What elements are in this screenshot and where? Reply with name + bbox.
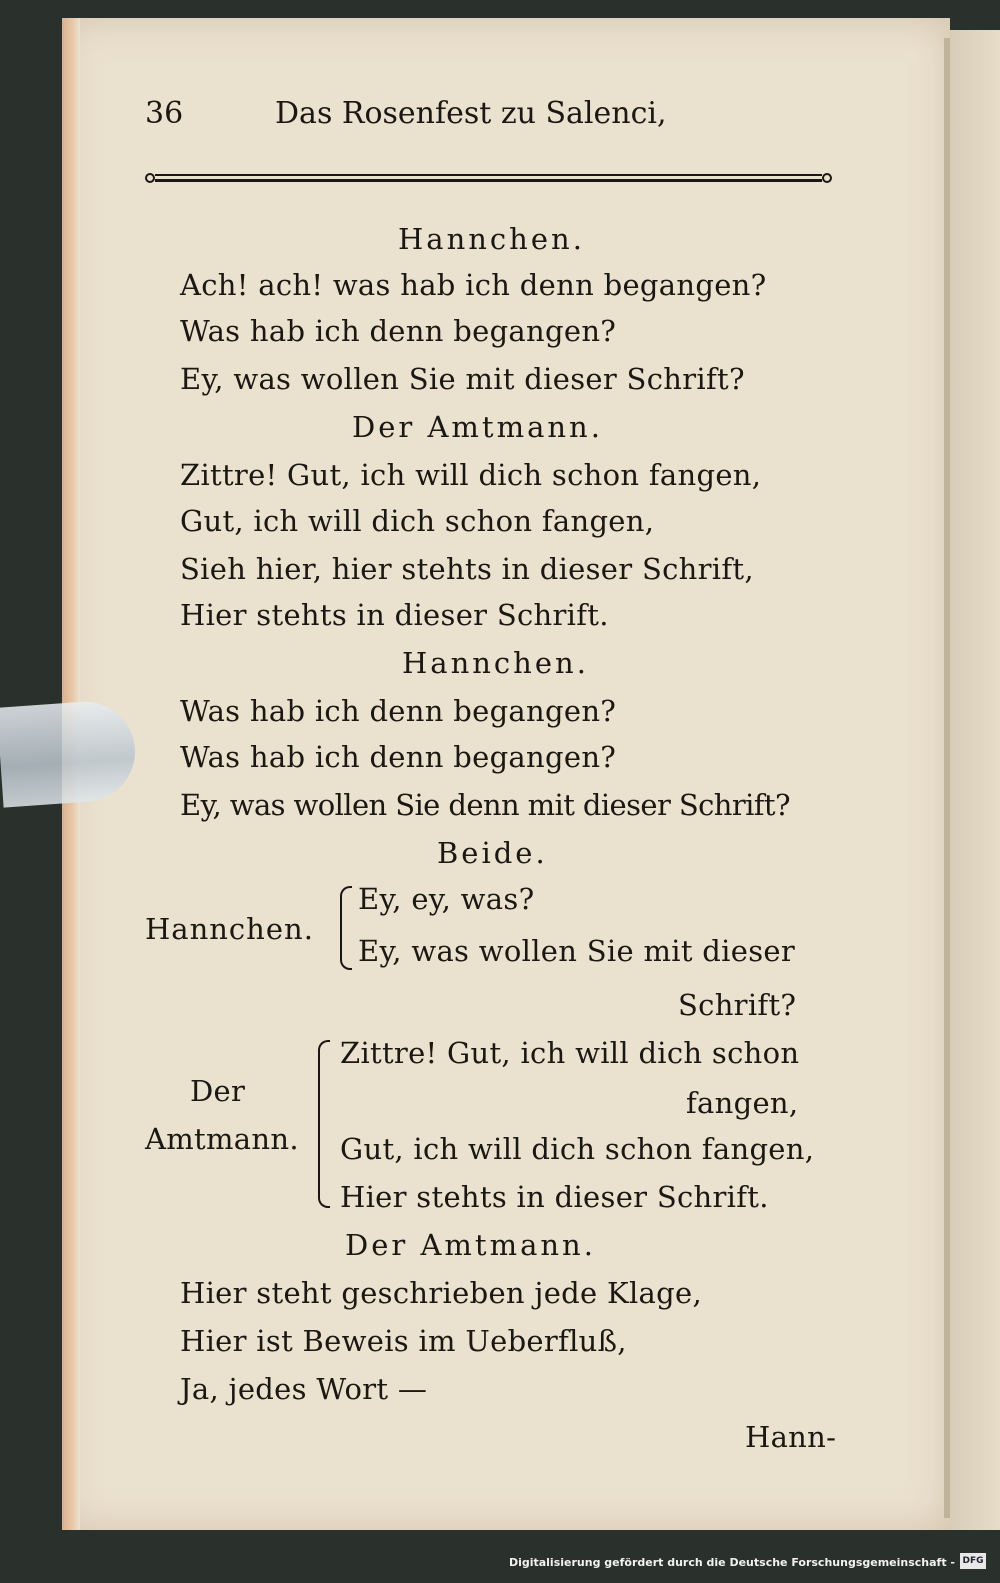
- catchword: Hann-: [745, 1420, 837, 1454]
- next-page-strip: [950, 30, 1000, 1530]
- brace: [340, 886, 352, 970]
- digitization-credit: Digitalisierung gefördert durch die Deutsche Forschungsgemeinschaft -: [508, 1556, 955, 1569]
- brace: [318, 1040, 330, 1208]
- speaker-heading: Hannchen.: [398, 222, 585, 256]
- verse-line: Ey, was wollen Sie mit dieser: [358, 934, 796, 968]
- duet-speaker-amtmann: Amtmann.: [145, 1122, 299, 1156]
- header-rule: [145, 172, 832, 184]
- duet-speaker-hannchen: Hannchen.: [145, 912, 314, 946]
- page-number: 36: [145, 96, 184, 131]
- speaker-heading: Der Amtmann.: [345, 1228, 596, 1262]
- verse-line: Was hab ich denn begangen?: [180, 694, 617, 728]
- verse-line: Ey, was wollen Sie mit dieser Schrift?: [180, 362, 745, 396]
- verse-line: Zittre! Gut, ich will dich schon fangen,: [180, 458, 762, 492]
- speaker-heading: Der Amtmann.: [352, 410, 603, 444]
- verse-line: Zittre! Gut, ich will dich schon: [340, 1036, 800, 1070]
- dfg-logo: DFG: [960, 1553, 986, 1569]
- verse-line: Gut, ich will dich schon fangen,: [340, 1132, 815, 1166]
- verse-line: Ach! ach! was hab ich denn begangen?: [180, 268, 767, 302]
- verse-line: Ey, ey, was?: [358, 882, 535, 916]
- verse-line: Ja, jedes Wort —: [180, 1372, 428, 1406]
- verse-line: Hier stehts in dieser Schrift.: [180, 598, 609, 632]
- verse-line: Was hab ich denn begangen?: [180, 314, 617, 348]
- verse-line: Hier stehts in dieser Schrift.: [340, 1180, 769, 1214]
- speaker-heading: Beide.: [437, 836, 548, 870]
- verse-line: Was hab ich denn begangen?: [180, 740, 617, 774]
- verse-line: fangen,: [686, 1086, 799, 1120]
- verse-line: Hier steht geschrieben jede Klage,: [180, 1276, 702, 1310]
- duet-speaker-amtmann: Der: [190, 1074, 246, 1108]
- running-title: Das Rosenfest zu Salenci,: [275, 96, 667, 131]
- verse-line: Gut, ich will dich schon fangen,: [180, 504, 655, 538]
- verse-line: Sieh hier, hier stehts in dieser Schrift,: [180, 552, 754, 586]
- verse-line: Hier ist Beweis im Ueberfluß,: [180, 1324, 627, 1358]
- verse-line: Ey, was wollen Sie denn mit dieser Schrift?: [180, 788, 790, 822]
- verse-line: Schrift?: [678, 988, 797, 1022]
- speaker-heading: Hannchen.: [402, 646, 589, 680]
